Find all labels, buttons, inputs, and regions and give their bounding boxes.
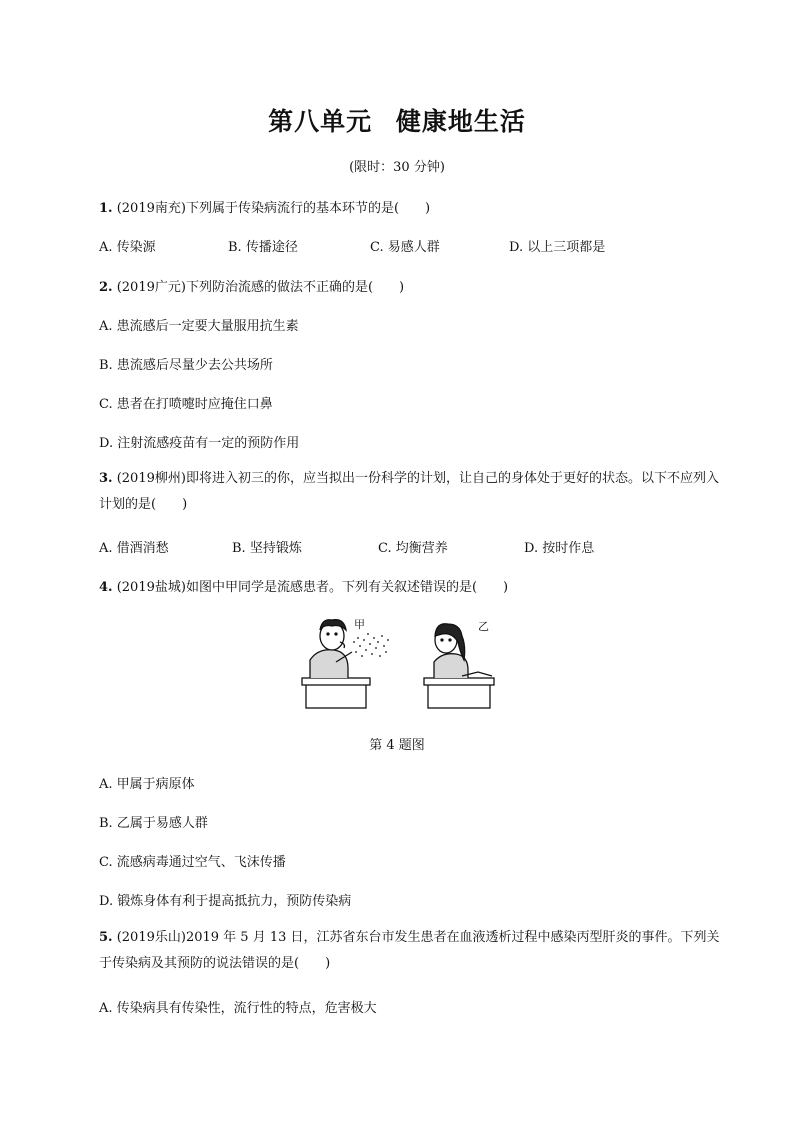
- q4-option-c: C. 流感病毒通过空气、飞沫传播: [99, 855, 286, 870]
- question-3-text: (2019柳州)即将进入初三的你，应当拟出一份科学的计划，让自己的身体处于更好的状态。以下不应列入计划的是( ): [99, 471, 719, 512]
- q3-option-a: A. 借酒消愁: [99, 541, 169, 556]
- question-1-number: 1.: [99, 201, 113, 216]
- label-jia: 甲: [354, 618, 365, 631]
- question-3: [99, 466, 727, 518]
- question-5-text: (2019乐山)2019 年 5 月 13 日，江苏省东台市发生患者在血液透析过程中感染丙型肝炎的事件。下列关于传染病及其预防的说法错误的是( ): [99, 930, 720, 971]
- question-4-text: (2019盐城)如图中甲同学是流感患者。下列有关叙述错误的是( ): [112, 580, 509, 595]
- q4-figure-students: [296, 612, 502, 712]
- q1-option-a: A. 传染源: [99, 240, 156, 255]
- q2-option-c: C. 患者在打喷嚏时应掩住口鼻: [99, 397, 273, 412]
- question-4-number: 4.: [99, 580, 113, 595]
- question-2-text: (2019广元)下列防治流感的做法不正确的是( ): [112, 280, 405, 295]
- sneeze-droplets: [353, 633, 389, 657]
- question-3-number: 3.: [99, 471, 113, 486]
- q4-option-d: D. 锻炼身体有利于提高抵抗力，预防传染病: [99, 894, 352, 909]
- question-1-text: (2019南充)下列属于传染病流行的基本环节的是( ): [112, 201, 431, 216]
- label-yi: 乙: [478, 620, 489, 633]
- question-4: [99, 576, 508, 595]
- question-1: [99, 197, 430, 216]
- q4-option-b: B. 乙属于易感人群: [99, 816, 208, 831]
- q2-option-d: D. 注射流感疫苗有一定的预防作用: [99, 436, 300, 451]
- question-5: [99, 925, 727, 977]
- student-yi-illustration: [424, 624, 494, 708]
- figure-caption: 第 4 题图: [369, 738, 425, 753]
- q3-option-b: B. 坚持锻炼: [232, 541, 302, 556]
- q1-option-d: D. 以上三项都是: [509, 240, 606, 255]
- q3-option-c: C. 均衡营养: [378, 541, 448, 556]
- q5-option-a: A. 传染病具有传染性，流行性的特点，危害极大: [99, 1001, 377, 1016]
- question-2: [99, 276, 404, 295]
- student-jia-illustration: [302, 620, 370, 708]
- time-limit: (限时：30 分钟): [349, 160, 445, 175]
- q4-option-a: A. 甲属于病原体: [99, 777, 195, 792]
- q1-option-b: B. 传播途径: [228, 240, 298, 255]
- question-2-number: 2.: [99, 280, 113, 295]
- unit-title: 第八单元 健康地生活: [268, 107, 526, 136]
- q3-option-d: D. 按时作息: [524, 541, 595, 556]
- question-5-number: 5.: [99, 930, 113, 945]
- q2-option-a: A. 患流感后一定要大量服用抗生素: [99, 319, 299, 334]
- q2-option-b: B. 患流感后尽量少去公共场所: [99, 358, 273, 373]
- q1-option-c: C. 易感人群: [370, 240, 440, 255]
